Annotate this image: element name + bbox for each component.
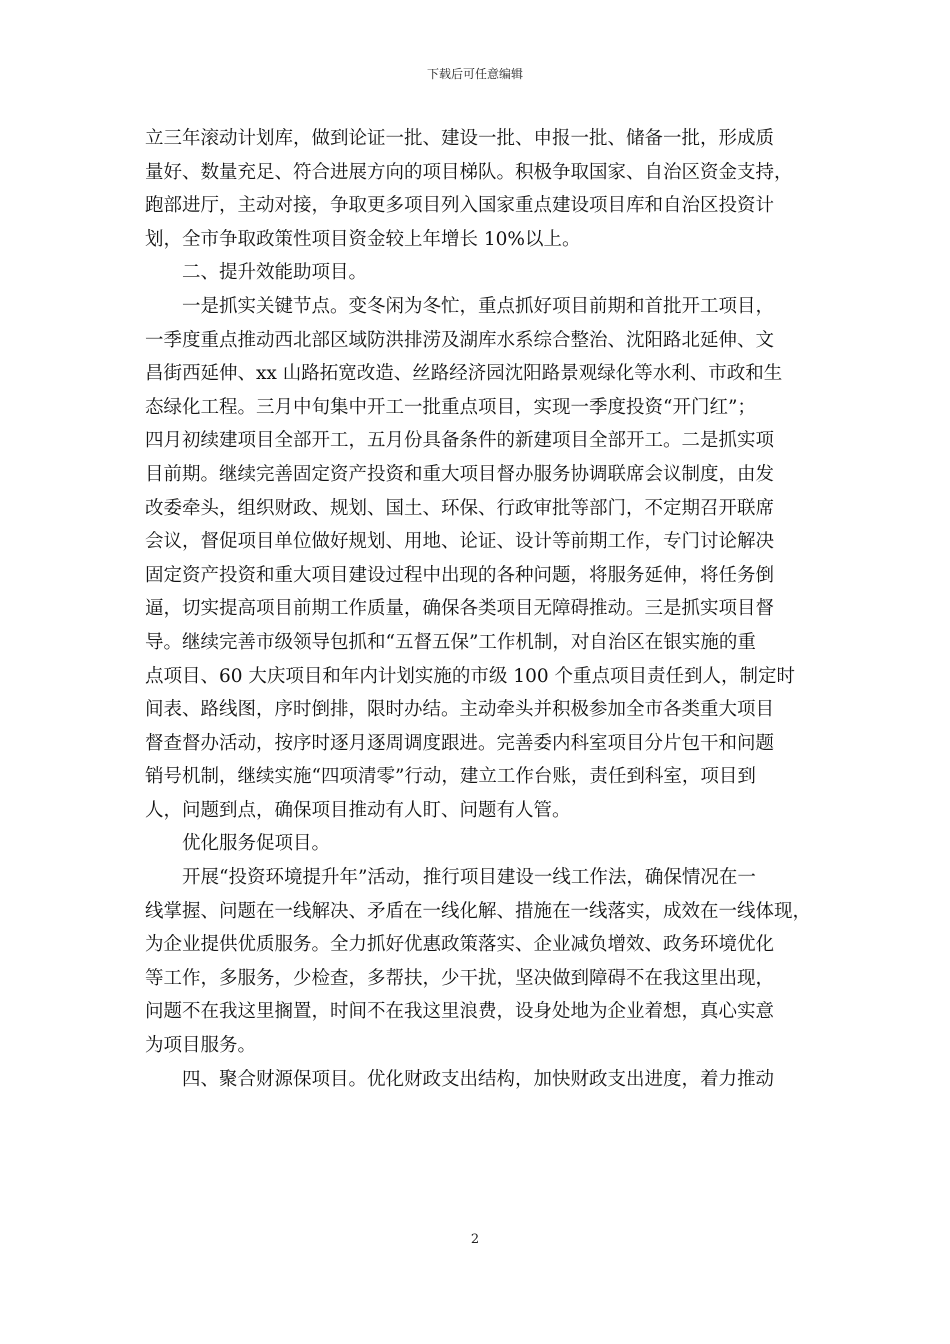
text-line: 划，全市争取政策性项目资金较上年增长 10%以上。 bbox=[145, 228, 581, 250]
page-number: 2 bbox=[470, 1232, 480, 1247]
text-line: 一季度重点推动西北部区域防洪排涝及湖库水系综合整治、沈阳路北延伸、文 bbox=[145, 329, 775, 351]
text-line: 导。继续完善市级领导包抓和“五督五保”工作机制，对自治区在银实施的重 bbox=[145, 631, 756, 653]
text-line: 销号机制，继续实施“四项清零”行动，建立工作台账，责任到科室，项目到 bbox=[145, 766, 756, 788]
text-line: 线掌握、问题在一线解决、矛盾在一线化解、措施在一线落实，成效在一线体现， bbox=[145, 900, 812, 922]
section-heading: 优化服务促项目。 bbox=[145, 833, 331, 855]
text-line: 督查督办活动，按序时逐月逐周调度跟进。完善委内科室项目分片包干和问题 bbox=[145, 732, 775, 754]
text-line: 跑部进厅，主动对接，争取更多项目列入国家重点建设项目库和自治区投资计 bbox=[145, 195, 775, 217]
section-heading: 二、提升效能助项目。 bbox=[145, 262, 368, 284]
document-body bbox=[145, 122, 820, 1096]
text-line: 昌街西延伸、xx 山路拓宽改造、丝路经济园沈阳路景观绿化等水利、市政和生 bbox=[145, 363, 783, 385]
text-line: 四、聚合财源保项目。优化财政支出结构，加快财政支出进度，着力推动 bbox=[145, 1068, 775, 1090]
text-line: 态绿化工程。三月中旬集中开工一批重点项目，实现一季度投资“开门红”； bbox=[145, 396, 756, 418]
text-line: 固定资产投资和重大项目建设过程中出现的各种问题，将服务延伸，将任务倒 bbox=[145, 564, 775, 586]
text-line: 逼，切实提高项目前期工作质量，确保各类项目无障碍推动。三是抓实项目督 bbox=[145, 598, 775, 620]
text-line: 间表、路线图，序时倒排，限时办结。主动牵头并积极参加全市各类重大项目 bbox=[145, 699, 775, 721]
page-header: 下载后可任意编辑 bbox=[426, 67, 523, 81]
text-line: 等工作，多服务，少检查，多帮扶，少干扰，坚决做到障碍不在我这里出现， bbox=[145, 967, 775, 989]
text-line: 四月初续建项目全部开工，五月份具备条件的新建项目全部开工。二是抓实项 bbox=[145, 430, 775, 452]
text-line: 改委牵头，组织财政、规划、国土、环保、行政审批等部门，不定期召开联席 bbox=[145, 497, 775, 519]
text-line: 会议，督促项目单位做好规划、用地、论证、设计等前期工作，专门讨论解决 bbox=[145, 531, 775, 553]
text-line: 开展“投资环境提升年”活动，推行项目建设一线工作法，确保情况在一 bbox=[145, 867, 756, 889]
text-line: 点项目、60 大庆项目和年内计划实施的市级 100 个重点项目责任到人，制定时 bbox=[145, 665, 795, 687]
text-line: 量好、数量充足、符合进展方向的项目梯队。积极争取国家、自治区资金支持， bbox=[145, 161, 793, 183]
text-line: 为项目服务。 bbox=[145, 1035, 257, 1057]
text-line: 为企业提供优质服务。全力抓好优惠政策落实、企业减负增效、政务环境优化 bbox=[145, 934, 775, 956]
text-line: 问题不在我这里搁置，时间不在我这里浪费，设身处地为企业着想，真心实意 bbox=[145, 1001, 775, 1023]
text-line: 人，问题到点，确保项目推动有人盯、问题有人管。 bbox=[145, 799, 571, 821]
text-line: 一是抓实关键节点。变冬闲为冬忙，重点抓好项目前期和首批开工项目， bbox=[145, 295, 775, 317]
text-line: 立三年滚动计划库，做到论证一批、建设一批、申报一批、储备一批，形成质 bbox=[145, 128, 775, 149]
text-line: 目前期。继续完善固定资产投资和重大项目督办服务协调联席会议制度，由发 bbox=[145, 463, 775, 485]
